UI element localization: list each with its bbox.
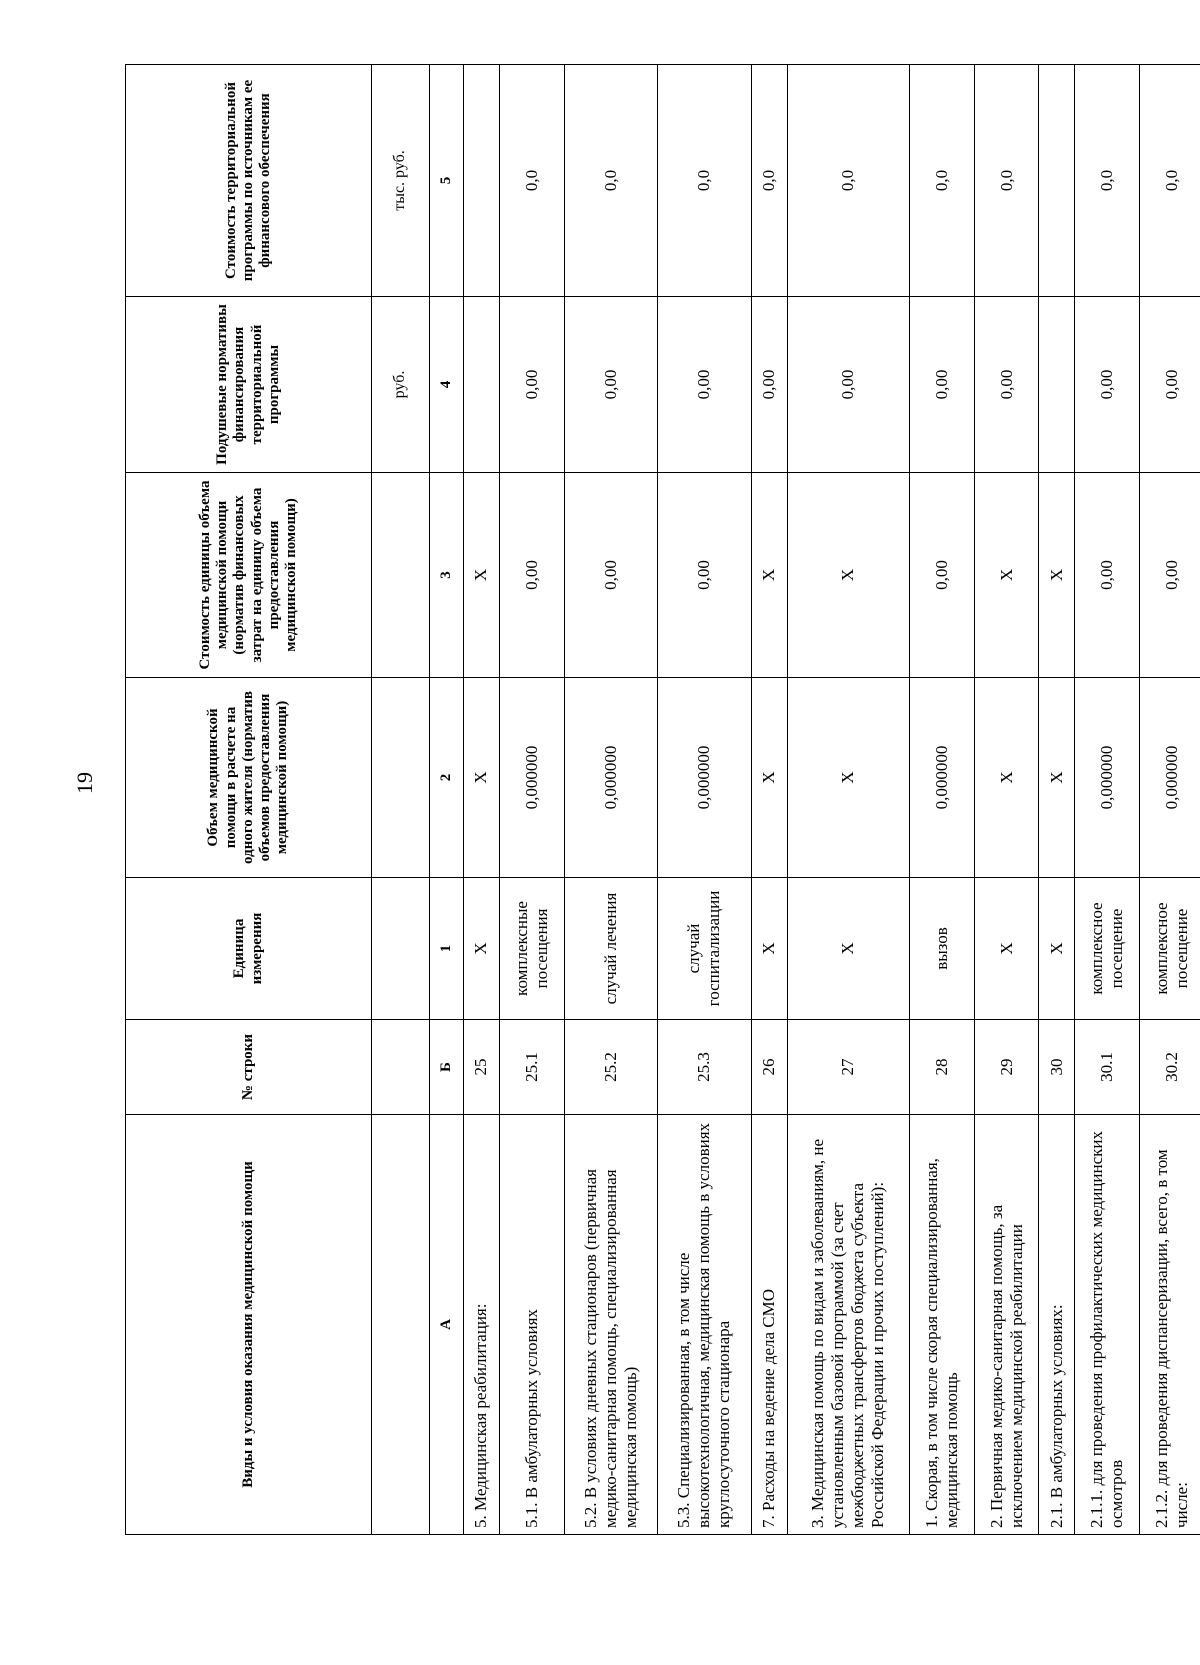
table-cell: 0,00: [658, 473, 752, 678]
row-label-cell: 1. Скорая, в том числе скорая специализированная, медицинская помощь: [909, 1115, 974, 1535]
table-cell: Х: [464, 473, 500, 678]
table-row: [751, 65, 787, 1535]
table-cell: 0,0: [564, 65, 658, 297]
table-cell: Х: [974, 878, 1039, 1020]
table-cell: комплексное посещение: [1075, 878, 1140, 1020]
table-cell: 0,00: [564, 297, 658, 473]
table-cell: 0,0: [974, 65, 1039, 297]
table-cell: 0,00: [1075, 473, 1140, 678]
table-cell: 0,000000: [499, 678, 564, 878]
table-cell: Х: [464, 678, 500, 878]
index-cell: 3: [430, 473, 464, 678]
table-cell: 0,00: [1075, 297, 1140, 473]
table-cell: [1039, 297, 1075, 473]
table-cell: Х: [464, 878, 500, 1020]
table-cell: Х: [974, 473, 1039, 678]
table-row: [499, 65, 564, 1535]
units-cell: [372, 1115, 430, 1535]
index-cell: А: [430, 1115, 464, 1535]
row-label-cell: 5. Медицинская реабилитация:: [464, 1115, 500, 1535]
table-cell: Х: [1039, 678, 1075, 878]
table-cell: 0,00: [499, 297, 564, 473]
table-row: [1140, 65, 1200, 1535]
header-cell: Стоимость территориальной программы по источникам ее финансового обеспечения: [126, 65, 372, 297]
table-cell: Х: [751, 473, 787, 678]
table-cell: 25.1: [499, 1020, 564, 1115]
index-cell: Б: [430, 1020, 464, 1115]
table-cell: вызов: [909, 878, 974, 1020]
table-cell: 26: [751, 1020, 787, 1115]
table-cell: случай лечения: [564, 878, 658, 1020]
table-cell: Х: [787, 473, 909, 678]
table-cell: 0,0: [658, 65, 752, 297]
table-cell: [464, 65, 500, 297]
table-cell: 30: [1039, 1020, 1075, 1115]
table-cell: 27: [787, 1020, 909, 1115]
table-row: [1039, 65, 1075, 1535]
table-cell: 30.2: [1140, 1020, 1200, 1115]
table-cell: 25.2: [564, 1020, 658, 1115]
data-table: [125, 64, 1200, 1535]
table-cell: 29: [974, 1020, 1039, 1115]
table-cell: [1039, 65, 1075, 297]
table-cell: 0,00: [658, 297, 752, 473]
table-cell: Х: [1039, 473, 1075, 678]
header-cell: Объем медицинской помощи в расчете на одного жителя (норматив объемов предоставления медицинской помощи): [126, 678, 372, 878]
header-cell: Стоимость единицы объема медицинской помощи (норматив финансовых затрат на единицу объема предоставления медицинской помощи): [126, 473, 372, 678]
row-label-cell: 2.1.2. для проведения диспансеризации, всего, в том числе:: [1140, 1115, 1200, 1535]
row-label-cell: 2.1.1. для проведения профилактических медицинских осмотров: [1075, 1115, 1140, 1535]
table-cell: 0,0: [499, 65, 564, 297]
table-cell: 0,0: [751, 65, 787, 297]
header-cell: Подушевые нормативы финансирования территориальной программы: [126, 297, 372, 473]
units-cell: [372, 878, 430, 1020]
table-cell: 0,0: [909, 65, 974, 297]
index-cell: 4: [430, 297, 464, 473]
table-cell: Х: [1039, 878, 1075, 1020]
header-cell: № строки: [126, 1020, 372, 1115]
table-row: [909, 65, 974, 1535]
table-cell: 0,0: [1075, 65, 1140, 297]
table-cell: Х: [751, 678, 787, 878]
units-cell: тыс. руб.: [372, 65, 430, 297]
table-cell: 30.1: [1075, 1020, 1140, 1115]
table-cell: 0,00: [1140, 473, 1200, 678]
table-cell: комплексные посещения: [499, 878, 564, 1020]
table-cell: 0,00: [564, 473, 658, 678]
table-cell: 25.3: [658, 1020, 752, 1115]
table-cell: 0,00: [499, 473, 564, 678]
table-cell: 0,000000: [658, 678, 752, 878]
table-cell: 0,00: [974, 297, 1039, 473]
row-label-cell: 5.2. В условиях дневных стационаров (первичная медико-санитарная помощь, специализированная медицинская помощь): [564, 1115, 658, 1535]
row-label-cell: 2. Первичная медико-санитарная помощь, за исключением медицинской реабилитации: [974, 1115, 1039, 1535]
table-cell: 0,000000: [564, 678, 658, 878]
table-cell: 25: [464, 1020, 500, 1115]
table-cell: 0,00: [909, 297, 974, 473]
table-cell: 0,00: [787, 297, 909, 473]
header-row: [126, 65, 372, 1535]
header-cell: Единица измерения: [126, 878, 372, 1020]
table-cell: 0,00: [909, 473, 974, 678]
header-cell: Виды и условия оказания медицинской помощи: [126, 1115, 372, 1535]
table-cell: Х: [751, 878, 787, 1020]
table-cell: комплексное посещение: [1140, 878, 1200, 1020]
table-cell: 0,0: [1140, 65, 1200, 297]
table-cell: Х: [787, 878, 909, 1020]
row-label-cell: 3. Медицинская помощь по видам и заболеваниям, не установленным базовой программой (за счет межбюджетных трансфертов бюджета субъекта Российской Федерации и прочих поступлений):: [787, 1115, 909, 1535]
index-cell: 1: [430, 878, 464, 1020]
table-cell: [464, 297, 500, 473]
units-cell: [372, 678, 430, 878]
units-cell: [372, 1020, 430, 1115]
row-label-cell: 5.1. В амбулаторных условиях: [499, 1115, 564, 1535]
index-cell: 5: [430, 65, 464, 297]
table-cell: Х: [787, 678, 909, 878]
table-row: [1075, 65, 1140, 1535]
table-row: [658, 65, 752, 1535]
rotated-table-container: [125, 65, 1200, 1535]
table-body: [464, 65, 1200, 1535]
table-cell: 0,0: [787, 65, 909, 297]
table-row: [564, 65, 658, 1535]
page-number: 19: [72, 772, 97, 794]
table-cell: 0,00: [1140, 297, 1200, 473]
units-cell: руб.: [372, 297, 430, 473]
table-cell: случай госпитализации: [658, 878, 752, 1020]
table-row: [464, 65, 500, 1535]
table-cell: 0,000000: [909, 678, 974, 878]
table-cell: Х: [974, 678, 1039, 878]
index-cell: 2: [430, 678, 464, 878]
table-cell: 0,00: [751, 297, 787, 473]
units-row: [372, 65, 430, 1535]
row-label-cell: 5.3. Специализированная, в том числе высокотехнологичная, медицинская помощь в условиях круглосуточного стационара: [658, 1115, 752, 1535]
table-cell: 0,000000: [1140, 678, 1200, 878]
row-label-cell: 7. Расходы на ведение дела СМО: [751, 1115, 787, 1535]
row-label-cell: 2.1. В амбулаторных условиях:: [1039, 1115, 1075, 1535]
table-cell: 0,000000: [1075, 678, 1140, 878]
units-cell: [372, 473, 430, 678]
table-row: [974, 65, 1039, 1535]
column-index-row: [430, 65, 464, 1535]
table-cell: 28: [909, 1020, 974, 1115]
table-row: [787, 65, 909, 1535]
